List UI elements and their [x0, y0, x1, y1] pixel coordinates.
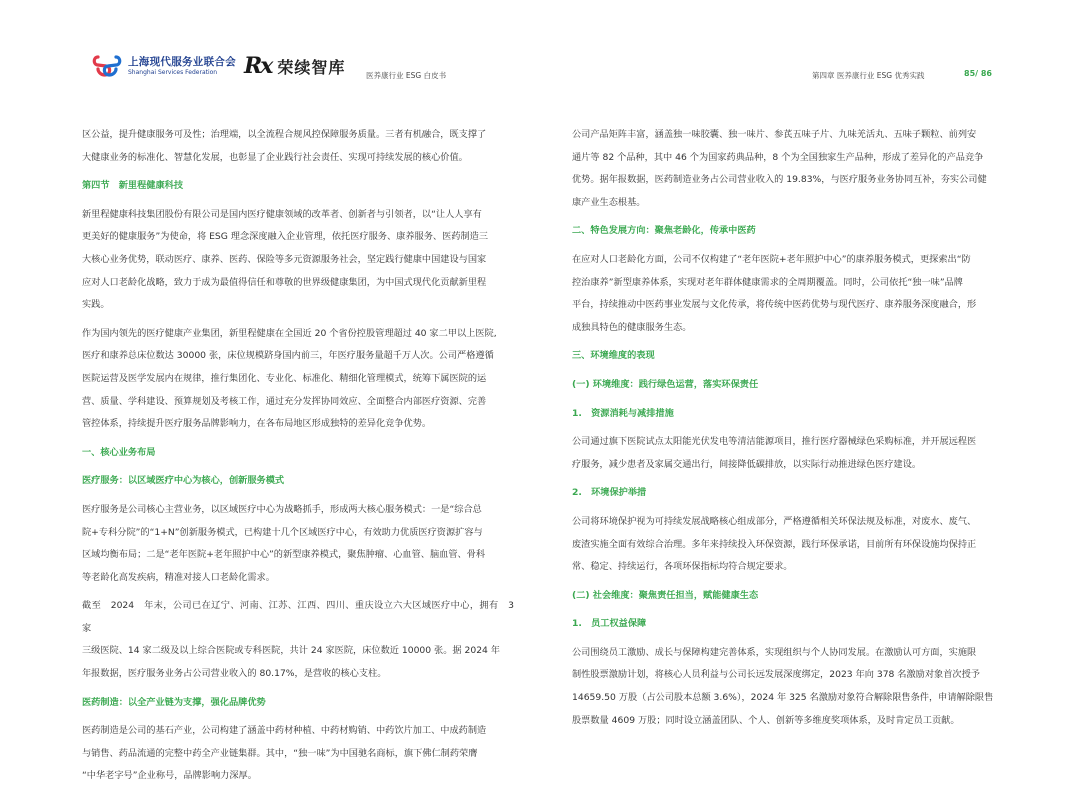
- section-heading: [572, 374, 1004, 397]
- text-line: 二、特色发展方向：聚焦老龄化，传承中医药: [572, 225, 756, 237]
- section-heading: [82, 470, 514, 493]
- text-line: 院+专科分院”的“1+N”创新服务模式，已构建十几个区域医疗中心，有效助力优质医疗资源扩容与: [82, 526, 483, 538]
- text-line: 等老龄化高发疾病，精准对接人口老龄化需求。: [82, 571, 275, 583]
- paragraph: [82, 124, 514, 169]
- text-line: 与销售、药品流通的完整中药全产业链集群。其中，“独一味”为中国驰名商标，旗下佛仁制药荣膺: [82, 747, 478, 759]
- section-heading: [572, 403, 1004, 426]
- paragraph: [572, 511, 1004, 579]
- text-line: 医药制造：以全产业链为支撑，强化品牌优势: [82, 696, 266, 708]
- paragraph: [82, 499, 514, 589]
- text-line: 三级医院、14 家二级及以上综合医院或专科医院，共计 24 家医院，床位数近 10000 张。据 2024 年: [82, 645, 500, 657]
- paragraph: [82, 720, 514, 788]
- text-line: 医疗服务：以区域医疗中心为核心，创新服务模式: [82, 475, 285, 487]
- page-header: [0, 52, 1080, 84]
- text-line: 区域均衡布局；二是“老年医院+老年照护中心”的新型康养模式，聚焦肿瘤、心血管、脑血管、骨科: [82, 549, 486, 561]
- paragraph: [572, 431, 1004, 476]
- text-line: 更美好的健康服务”为使命，将 ESG 理念深度融入企业管理，依托医疗服务、康养服务、医药制造三: [82, 231, 489, 243]
- brand-name: 荣续智库: [277, 57, 346, 77]
- text-line: 应对人口老龄化战略，致力于成为最值得信任和尊敬的世界级健康集团，为中国式现代化贡献新里程: [82, 276, 487, 288]
- text-line: 年报数据，医疗服务业务占公司营业收入的 80.17%，是营收的核心支柱。: [82, 668, 387, 680]
- text-line: 管控体系，持续提升医疗服务品牌影响力，在各布局地区形成独特的差异化竞争优势。: [82, 418, 432, 430]
- block-gap: [572, 732, 1004, 738]
- text-line: 医疗服务是公司核心主营业务，以区域医疗中心为战略抓手，形成两大核心服务模式：一是“综合总: [82, 503, 482, 515]
- section-heading: [82, 692, 514, 715]
- text-line: 一、核心业务布局: [82, 446, 156, 458]
- left-column: [82, 124, 524, 794]
- chapter-title: 第四章 医养康行业 ESG 优秀实践: [812, 71, 925, 80]
- federation-name-cn: 上海现代服务业联合会: [128, 55, 236, 68]
- federation-name-en: Shanghai Services Federation: [128, 68, 218, 76]
- federation-logo: [92, 52, 236, 80]
- text-line: 实践。: [82, 299, 110, 311]
- text-line: 截至 2024 年末，公司已在辽宁、河南、江苏、江西、四川、重庆设立六大区域医疗中心，拥有 3 家: [82, 600, 524, 634]
- paragraph: [572, 642, 1004, 732]
- section-heading: [572, 482, 1004, 505]
- text-line: 通片等 82 个品种，其中 46 个为国家药典品种，8 个为全国独家生产品种，形成了差异化的产品竞争: [572, 151, 984, 163]
- text-line: (二) 社会维度：聚焦责任担当，赋能健康生态: [572, 589, 759, 601]
- text-line: 股票数量 4609 万股；同时设立涵盖团队、个人、创新等多维度奖项体系，及时肯定员工贡献。: [572, 714, 960, 726]
- right-column: [572, 124, 1004, 738]
- text-line: 制性股票激励计划，将核心人员利益与公司长远发展深度绑定，2023 年向 378 名激励对象首次授予: [572, 669, 980, 681]
- paragraph: [82, 204, 514, 317]
- text-line: 成独具特色的健康服务生态。: [572, 321, 692, 333]
- text-line: 1. 员工权益保障: [572, 618, 647, 630]
- text-line: 三、环境维度的表现: [572, 350, 655, 362]
- text-line: 康产业生态根基。: [572, 196, 646, 208]
- section-heading: [572, 613, 1004, 636]
- text-line: 大核心业务优势，联动医疗、康养、医药、保险等多元资源服务社会，坚定践行健康中国建设与国家: [82, 253, 487, 265]
- text-line: 1. 资源消耗与减排措施: [572, 407, 674, 419]
- federation-logo-icon: [92, 53, 122, 79]
- section-heading: [82, 175, 514, 198]
- block-gap: [82, 788, 514, 794]
- text-line: 优势。据年报数据，医药制造业务占公司营业收入的 19.83%，与医疗服务业务协同互补，夯实公司健: [572, 174, 987, 186]
- paragraph: [82, 595, 524, 685]
- page-number: 85/ 86: [964, 69, 992, 78]
- text-line: 新里程健康科技集团股份有限公司是国内医疗健康领域的改革者、创新者与引领者，以“让人人享有: [82, 208, 482, 220]
- text-line: 公司围绕员工激励、成长与保障构建完善体系，实现组织与个人协同发展。在激励认可方面，实施限: [572, 646, 977, 658]
- text-line: 2. 环境保护举措: [572, 487, 647, 499]
- text-line: 大健康业务的标准化、智慧化发展，也彰显了企业践行社会责任、实现可持续发展的核心价值。: [82, 151, 468, 163]
- book-title: 医养康行业 ESG 白皮书: [366, 71, 447, 80]
- section-heading: [572, 220, 1004, 243]
- text-line: 营、质量、学科建设、预算规划及考核工作，通过充分发挥协同效应、全面整合内部医疗资源、完善: [82, 395, 487, 407]
- text-line: 区公益，提升健康服务可及性；治理端，以全流程合规风控保障服务质量。三者有机融合，既支撑了: [82, 129, 487, 140]
- text-line: 废渣实施全面有效综合治理。多年来持续投入环保资源，践行环保承诺，目前所有环保设施均保持正: [572, 538, 977, 550]
- paragraph: [82, 323, 514, 436]
- section-heading: [572, 585, 1004, 608]
- text-line: 公司产品矩阵丰富，涵盖独一味胶囊、独一味片、参芪五味子片、九味羌活丸、五味子颗粒、前列安: [572, 129, 977, 140]
- paragraph: [572, 249, 1004, 339]
- text-line: “中华老字号”企业称号，品牌影响力深厚。: [82, 770, 257, 782]
- paragraph: [572, 124, 1004, 214]
- text-line: 常、稳定、持续运行，各项环保指标均符合规定要求。: [572, 561, 793, 573]
- text-line: (一) 环境维度：践行绿色运营，落实环保责任: [572, 378, 759, 390]
- text-line: 在应对人口老龄化方面，公司不仅构建了“老年医院+老年照护中心”的康养服务模式，更探索出“防: [572, 253, 971, 265]
- text-line: 公司将环境保护视为可持续发展战略核心组成部分，严格遵循相关环保法规及标准，对废水、废气、: [572, 515, 977, 527]
- brand-logo: [244, 52, 345, 80]
- text-line: 公司通过旗下医院试点太阳能光伏发电等清洁能源项目，推行医疗器械绿色采购标准，并开展远程医: [572, 436, 977, 448]
- rx-logo-icon: Rx: [244, 53, 272, 79]
- text-line: 医疗和康养总床位数达 30000 张，床位规模跻身国内前三，年医疗服务量超千万人次。公司严格遵循: [82, 350, 494, 362]
- section-heading: [572, 345, 1004, 368]
- text-line: 第四节 新里程健康科技: [82, 180, 184, 192]
- text-line: 疗服务，减少患者及家属交通出行，间接降低碳排放，以实际行动推进绿色医疗建设。: [572, 458, 922, 470]
- text-line: 控治康养”新型康养体系，实现对老年群体健康需求的全周期覆盖。同时，公司依托“独一味”品牌: [572, 276, 963, 288]
- text-line: 医院运营及医学发展内在规律，推行集团化、专业化、标准化、精细化管理模式，统筹下属医院的运: [82, 372, 487, 384]
- text-line: 平台，持续推动中医药事业发展与文化传承，将传统中医药优势与现代医疗、康养服务深度融合，形: [572, 299, 977, 311]
- section-heading: [82, 442, 514, 465]
- text-line: 14659.50 万股（占公司股本总额 3.6%），2024 年 325 名激励对象符合解除限售条件，申请解除限售: [572, 692, 994, 704]
- text-line: 医药制造是公司的基石产业，公司构建了涵盖中药材种植、中药材购销、中药饮片加工、中成药制造: [82, 725, 487, 737]
- text-line: 作为国内领先的医疗健康产业集团，新里程健康在全国近 20 个省份控股管理超过 40 家二甲以上医院,: [82, 327, 497, 339]
